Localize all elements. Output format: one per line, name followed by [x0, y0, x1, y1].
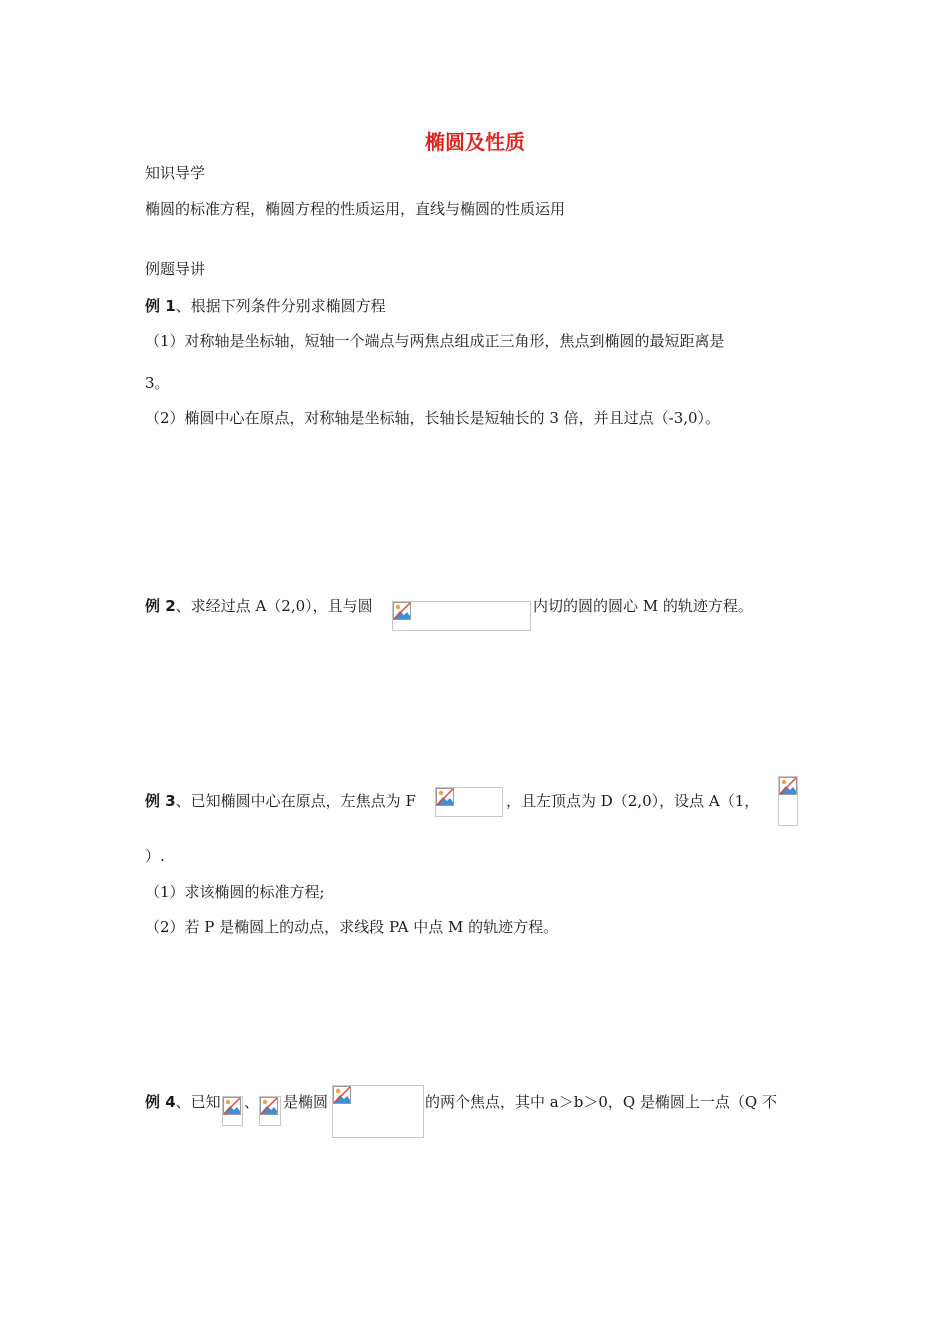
section-heading-knowledge: 知识导学 — [145, 164, 206, 182]
example-3-label: 例 3 — [145, 792, 176, 810]
example-3-question-1: （1）求该椭圆的标准方程; — [145, 883, 325, 901]
example-1-label: 例 1 — [145, 297, 176, 315]
page-title: 椭圆及性质 — [425, 130, 525, 154]
section-heading-examples: 例题导讲 — [145, 260, 206, 278]
example-3-text-before: 、已知椭圆中心在原点，左焦点为 F — [175, 792, 416, 810]
broken-image-icon — [393, 602, 411, 620]
example-2-label: 例 2 — [145, 597, 176, 615]
example-1-heading — [145, 296, 386, 316]
example-1-part-1-line-1: （1）对称轴是坐标轴，短轴一个端点与两焦点组成正三角形，焦点到椭圆的最短距离是 — [145, 332, 725, 350]
example-3-text-middle: ，且左顶点为 D（2,0），设点 A（1， — [506, 792, 760, 810]
broken-image-icon — [260, 1097, 278, 1115]
example-1-part-2: （2）椭圆中心在原点，对称轴是坐标轴，长轴长是短轴长的 3 倍，并且过点（-3,0）。 — [145, 409, 721, 427]
example-4-text-a: 、已知 — [175, 1093, 221, 1111]
example-4-heading — [145, 1092, 221, 1112]
broken-image-icon — [436, 788, 454, 806]
formula-image-ellipse — [332, 1085, 424, 1138]
broken-image-icon — [779, 777, 797, 795]
section-body-knowledge: 椭圆的标准方程，椭圆方程的性质运用，直线与椭圆的性质运用 — [145, 200, 566, 218]
broken-image-icon — [223, 1097, 241, 1115]
example-2-text-before: 、求经过点 A（2,0），且与圆 — [175, 597, 373, 615]
formula-image-circle — [392, 601, 531, 631]
formula-image-point-a — [778, 776, 798, 826]
example-4-separator: 、 — [244, 1093, 260, 1111]
formula-image-f1 — [222, 1096, 243, 1126]
example-2-text-after: 内切的圆的圆心 M 的轨迹方程。 — [533, 597, 753, 615]
example-1-text: 、根据下列条件分别求椭圆方程 — [175, 297, 386, 315]
example-4-text-c: 的两个焦点，其中 a＞b＞0，Q 是椭圆上一点（Q 不 — [425, 1093, 777, 1111]
example-4-label: 例 4 — [145, 1093, 176, 1111]
example-2-heading — [145, 596, 373, 616]
example-3-text-end: ）. — [145, 847, 165, 865]
example-1-part-1-line-2: 3。 — [145, 374, 170, 392]
formula-image-focus — [435, 787, 503, 817]
example-3-heading — [145, 791, 416, 811]
broken-image-icon — [333, 1086, 351, 1104]
example-4-text-b: 是椭圆 — [283, 1093, 329, 1111]
example-3-question-2: （2）若 P 是椭圆上的动点，求线段 PA 中点 M 的轨迹方程。 — [145, 918, 559, 936]
formula-image-f2 — [259, 1096, 281, 1126]
